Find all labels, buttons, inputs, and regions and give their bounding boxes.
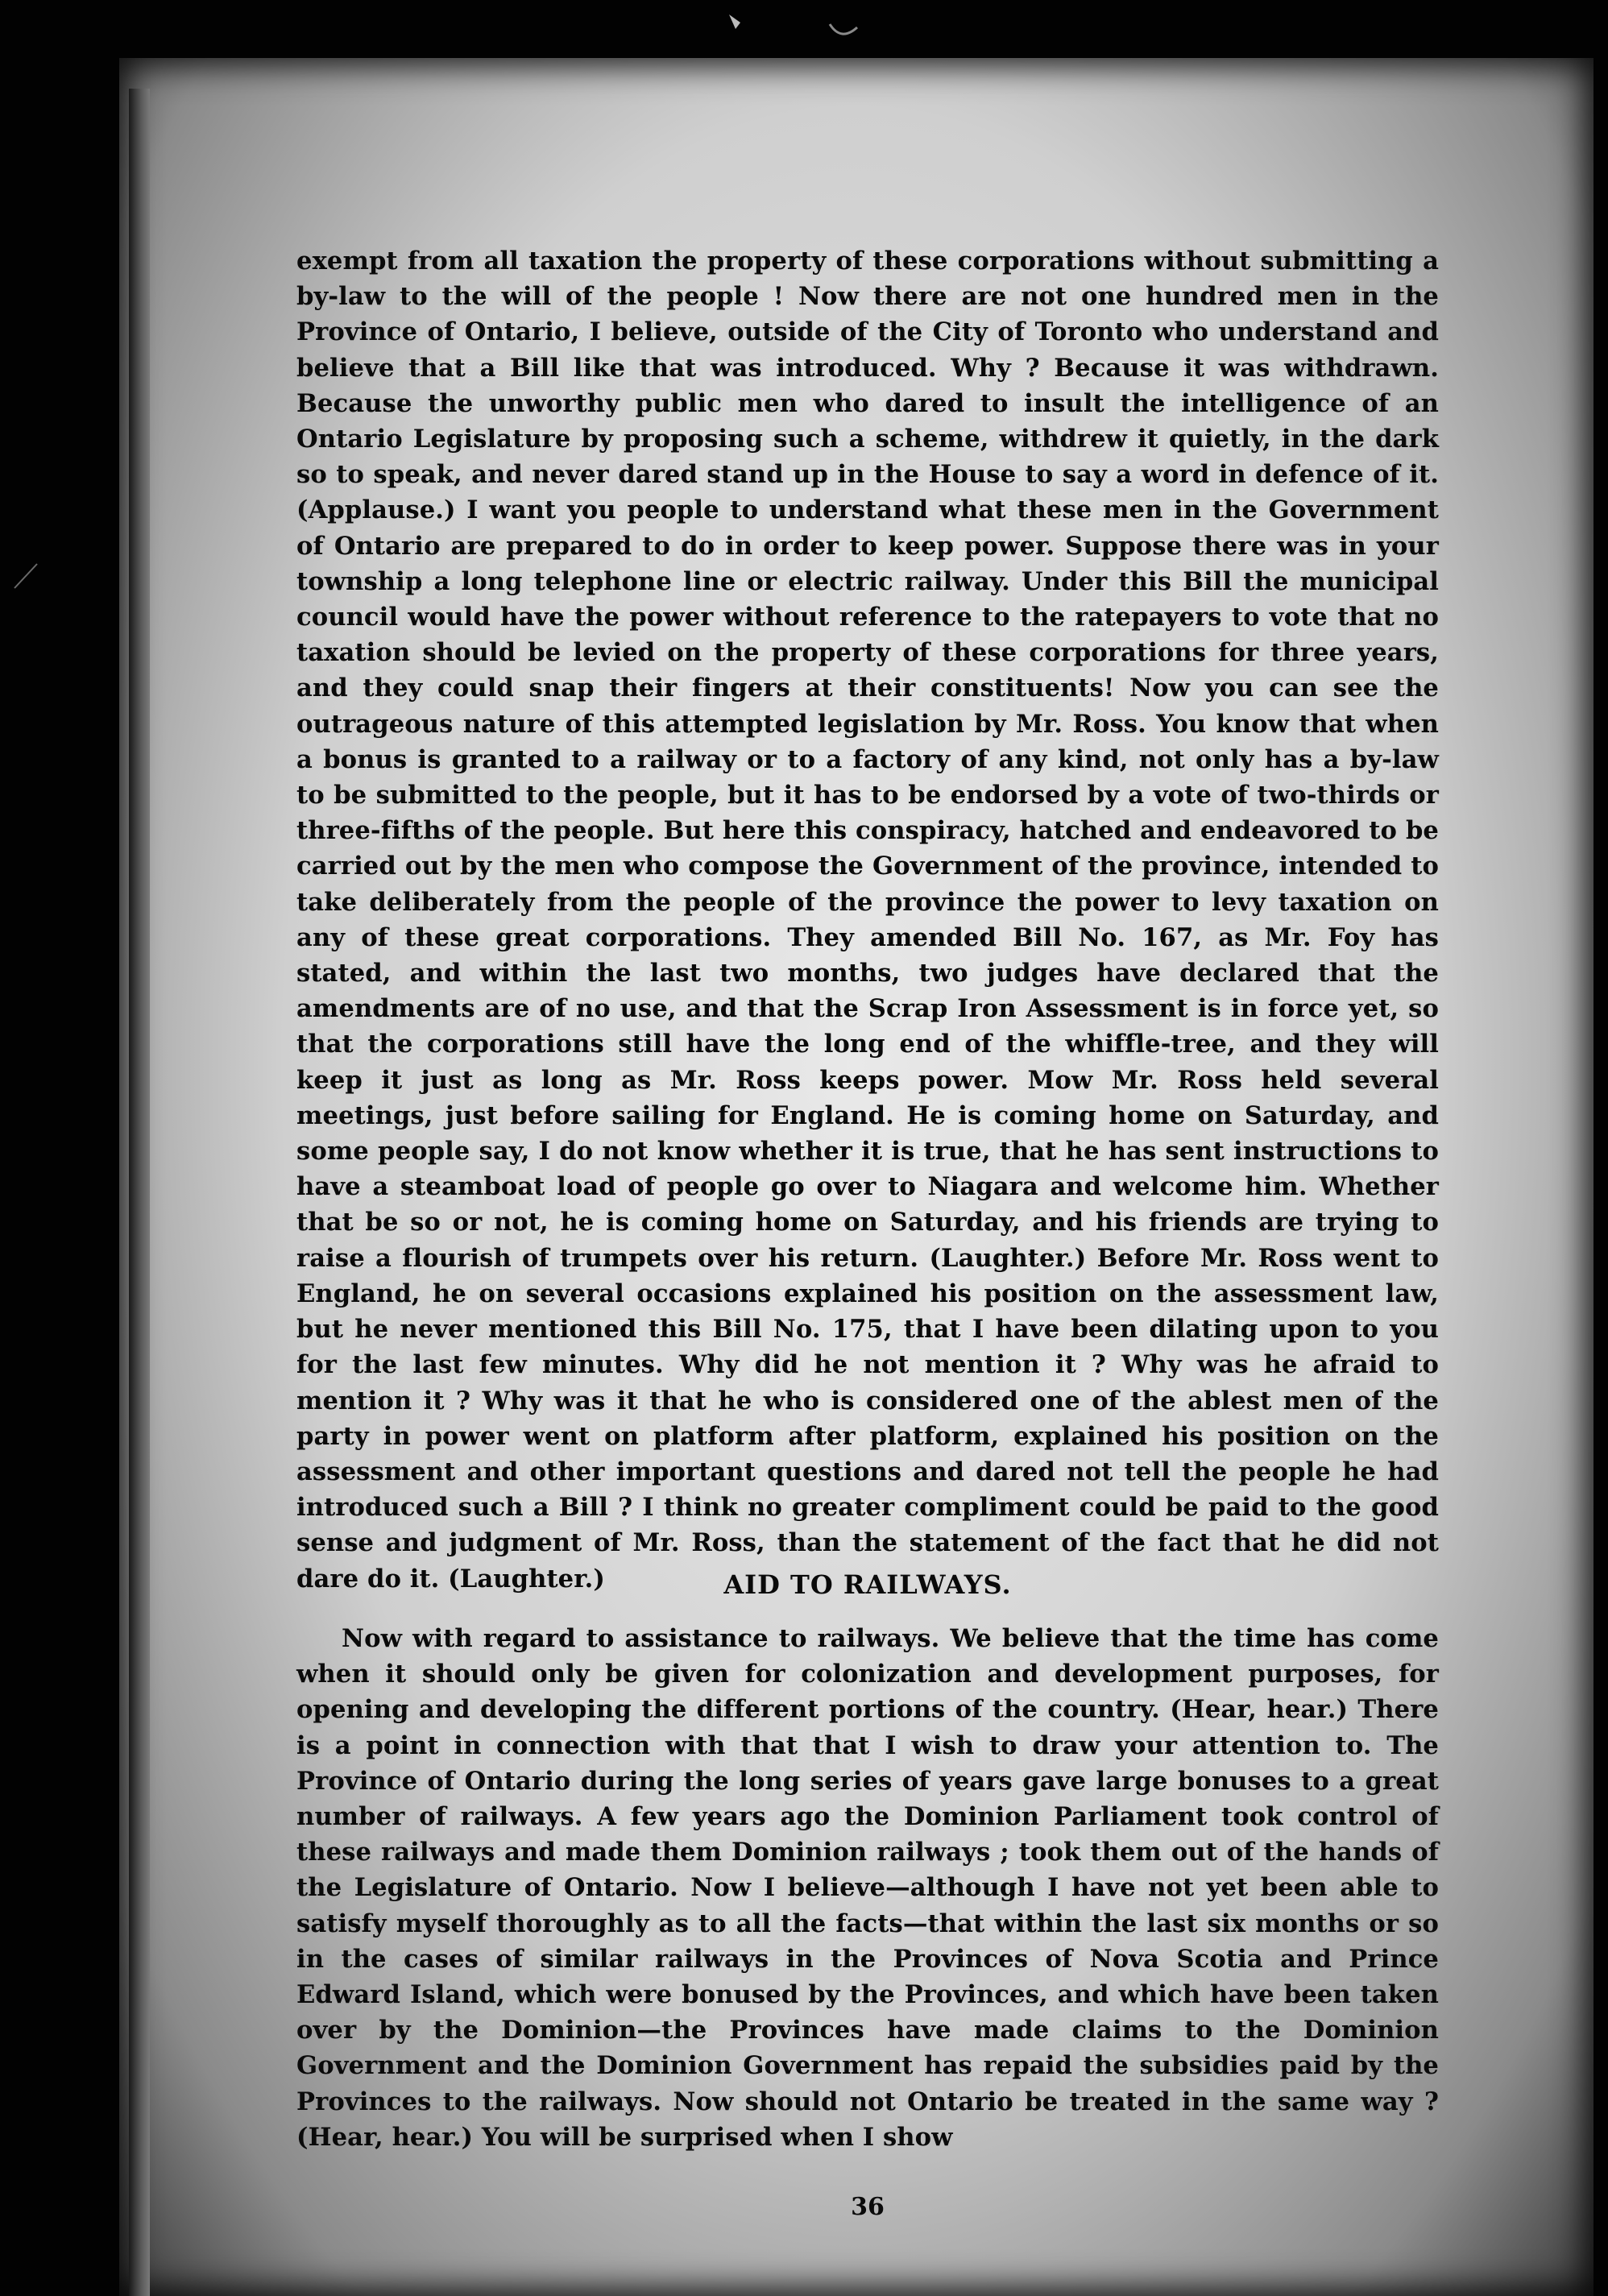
page-number: 36 bbox=[851, 2193, 885, 2221]
paragraph-2: Now with regard to assistance to railways. We believe that the time has come when it should only be given for colonization and development purposes, for opening and developing the different portions of the country. (Hear, hear.) There is a point in connection with that that I wish to draw your attention to. The Province of Ontario during the long series of years gave large bonuses to a great number of railways. A few years ago the Dominion Parliament took control of these railways and made them Dominion railways ; took them out of the hands of the Legislature of Ontario. Now I believe—although I have not yet been able to satisfy myself thoroughly as to all the facts—that within the last six months or so in the cases of similar railways in the Provinces of Nova Scotia and Prince Edward Island, which were bonused by the Provinces, and which have been taken over by the Dominion—the Provinces have made claims to the Dominion Government and the Dominion Government has repaid the subsidies paid by the Provinces to the railways. Now should not Ontario be treated in the same way ? (Hear, hear.) You will be surprised when I show bbox=[296, 1624, 1439, 2152]
page-edge-shadow bbox=[129, 89, 150, 2296]
body-text-bottom bbox=[296, 1621, 1439, 2155]
section-heading: AID TO RAILWAYS. bbox=[723, 1569, 1012, 1600]
body-text-top bbox=[296, 243, 1439, 1597]
paragraph-1: exempt from all taxation the property of these corporations without submitting a by-law to the will of the people ! Now there are not one hundred men in the Province of Ontario, I believe, outside of the City of Toronto who understand and believe that a Bill like that was introduced. Why ? Because it was withdrawn. Because the unworthy public men who dared to insult the intelligence of an Ontario Legislature by proposing such a scheme, withdrew it quietly, in the dark so to speak, and never dared stand up in the House to say a word in defence of it. (Applause.) I want you people to understand what these men in the Government of Ontario are prepared to do in order to keep power. Suppose there was in your township a long telephone line or electric railway. Under this Bill the municipal council would have the power without reference to the ratepayers to vote that no taxation should be levied on the property of these corporations for three years, and they could snap their fingers at their constituents! Now you can see the outrageous nature of this attempted legislation by Mr. Ross. You know that when a bonus is granted to a railway or to a factory of any kind, not only has a by-law to be submitted to the people, but it has to be endorsed by a vote of two-thirds or three-fifths of the people. But here this conspiracy, hatched and endeavored to be carried out by the men who compose the Government of the province, intended to take deliberately from the people of the province the power to levy taxation on any of these great corporations. They amended Bill No. 167, as Mr. Foy has stated, and within the last two months, two judges have declared that the amendments are of no use, and that the Scrap Iron Assessment is in force yet, so that the corporations still have the long end of the whiffle-tree, and they will keep it just as long as Mr. Ross keeps power. Mow Mr. Ross held several meetings, just before sailing for England. He is coming home on Saturday, and some people say, I do not know whether it is true, that he has sent instructions to have a steamboat load of people go over to Niagara and welcome him. Whether that be so or not, he is coming home on Saturday, and his friends are trying to raise a flourish of trumpets over his return. (Laughter.) Before Mr. Ross went to England, he on several occasions explained his position on the assessment law, but he never mentioned this Bill No. 175, that I have been dilating upon to you for the last few minutes. Why did he not mention it ? Why was he afraid to mention it ? Why was it that he who is considered one of the ablest men of the party in power went on platform after platform, explained his position on the assessment and other important questions and dared not tell the people he had introduced such a Bill ? I think no greater compliment could be paid to the good sense and judgment of Mr. Ross, than the statement of the fact that he did not dare do it. (Laughter.) bbox=[296, 247, 1439, 1594]
